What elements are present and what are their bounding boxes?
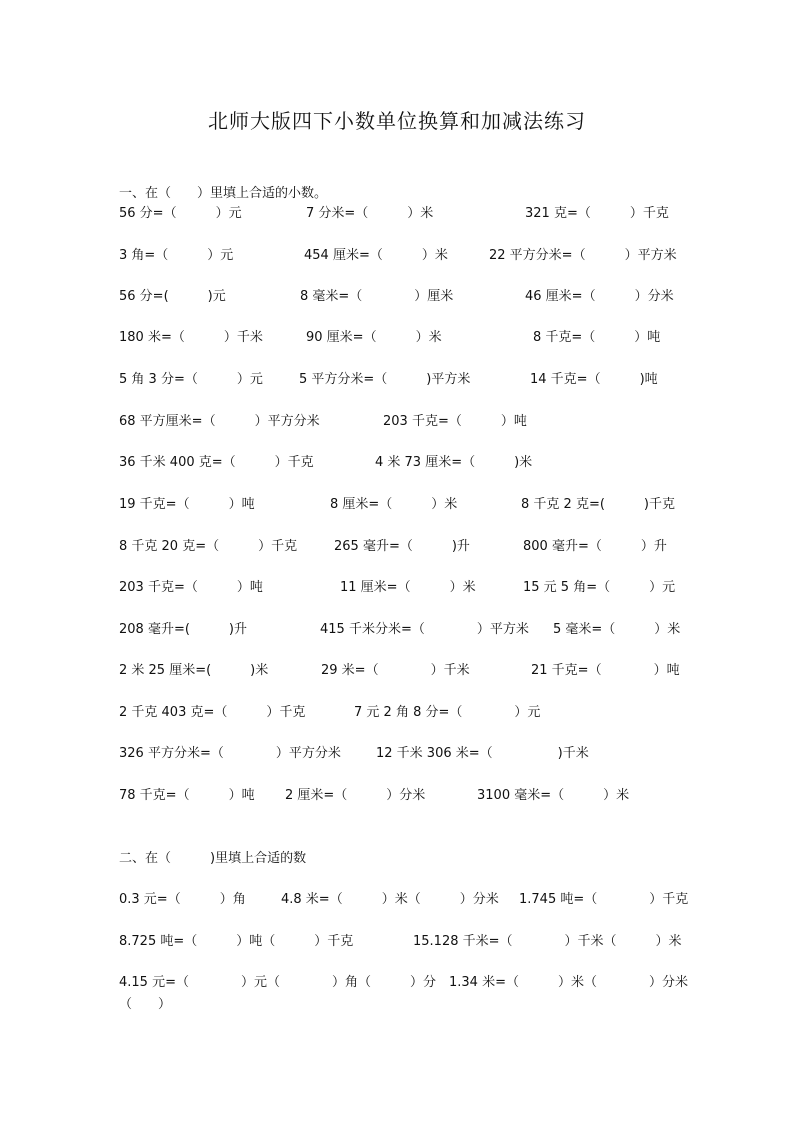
exercise-row bbox=[0, 659, 794, 679]
page-title: 北师大版四下小数单位换算和加减法练习 bbox=[208, 109, 586, 133]
exercise-item[interactable]: 3 角=（ ）元 bbox=[119, 248, 234, 263]
exercise-item[interactable]: 326 平方分米=（ ）平方分米 bbox=[119, 746, 341, 761]
exercise-row bbox=[0, 930, 794, 950]
exercise-item[interactable]: 22 平方分米=（ ）平方米 bbox=[489, 248, 677, 263]
exercise-item[interactable]: 2 千克 403 克=（ ）千克 bbox=[119, 705, 306, 720]
exercise-item[interactable]: 321 克=（ ）千克 bbox=[525, 206, 669, 221]
exercise-item[interactable]: 203 千克=（ ）吨 bbox=[119, 580, 263, 595]
exercise-row bbox=[0, 701, 794, 721]
exercise-row bbox=[0, 576, 794, 596]
exercise-item[interactable]: 56 分=（ ）元 bbox=[119, 206, 242, 221]
exercise-item[interactable]: 15.128 千米=（ ）千米（ ）米 bbox=[413, 934, 682, 949]
exercise-item[interactable]: 8 千克 20 克=（ ）千克 bbox=[119, 539, 298, 554]
exercise-item[interactable]: 11 厘米=（ ）米 bbox=[340, 580, 476, 595]
exercise-row bbox=[0, 971, 794, 991]
section-1-heading: 一、在（ ）里填上合适的小数。 bbox=[119, 186, 328, 201]
exercise-item[interactable]: 8 厘米=（ ）米 bbox=[330, 497, 458, 512]
exercise-item[interactable]: 29 米=（ ）千米 bbox=[321, 663, 470, 678]
exercise-row bbox=[0, 326, 794, 346]
exercise-item[interactable]: 8 毫米=（ ）厘米 bbox=[300, 289, 454, 304]
exercise-row bbox=[0, 493, 794, 513]
exercise-item[interactable]: 15 元 5 角=（ ）元 bbox=[523, 580, 676, 595]
exercise-item[interactable]: 12 千米 306 米=（ )千米 bbox=[376, 746, 589, 761]
exercise-item[interactable]: 415 千米分米=（ ）平方米 bbox=[320, 622, 529, 637]
exercise-item[interactable]: 21 千克=（ ）吨 bbox=[531, 663, 680, 678]
exercise-item[interactable]: 5 角 3 分=（ ）元 bbox=[119, 372, 263, 387]
exercise-item[interactable]: 68 平方厘米=（ ）平方分米 bbox=[119, 414, 320, 429]
exercise-item[interactable]: 4 米 73 厘米=（ )米 bbox=[375, 455, 533, 470]
exercise-row bbox=[0, 410, 794, 430]
exercise-item[interactable]: 265 毫升=（ )升 bbox=[334, 539, 470, 554]
exercise-row bbox=[0, 202, 794, 222]
exercise-item[interactable]: 56 分=( )元 bbox=[119, 289, 226, 304]
exercise-row bbox=[0, 742, 794, 762]
section-2-heading: 二、在（ )里填上合适的数 bbox=[119, 851, 307, 866]
exercise-row bbox=[0, 618, 794, 638]
exercise-item[interactable]: 46 厘米=（ ）分米 bbox=[525, 289, 674, 304]
exercise-item[interactable]: 36 千米 400 克=（ ）千克 bbox=[119, 455, 314, 470]
exercise-item[interactable]: 2 厘米=（ ）分米 bbox=[285, 788, 426, 803]
exercise-row-wrap bbox=[0, 993, 794, 1013]
exercise-row bbox=[0, 784, 794, 804]
exercise-item[interactable]: 180 米=（ ）千米 bbox=[119, 330, 263, 345]
exercise-item[interactable]: 8 千克 2 克=( )千克 bbox=[521, 497, 675, 512]
exercise-item[interactable]: 0.3 元=（ ）角 bbox=[119, 892, 246, 907]
exercise-item[interactable]: 5 平方分米=（ )平方米 bbox=[299, 372, 471, 387]
exercise-item[interactable]: 1.745 吨=（ ）千克 bbox=[519, 892, 689, 907]
exercise-item[interactable]: 4.15 元=（ ）元（ ）角（ ）分 bbox=[119, 975, 436, 990]
exercise-item[interactable]: 14 千克=（ )吨 bbox=[530, 372, 658, 387]
exercise-item[interactable]: 454 厘米=（ ）米 bbox=[304, 248, 448, 263]
answer-blank[interactable]: （ ） bbox=[119, 997, 172, 1012]
exercise-item[interactable]: 800 毫升=（ ）升 bbox=[523, 539, 667, 554]
exercise-item[interactable]: 7 元 2 角 8 分=（ ）元 bbox=[354, 705, 541, 720]
exercise-row bbox=[0, 888, 794, 908]
exercise-item[interactable]: 5 毫米=（ ）米 bbox=[553, 622, 681, 637]
exercise-item[interactable]: 4.8 米=（ ）米（ ）分米 bbox=[281, 892, 499, 907]
exercise-row bbox=[0, 535, 794, 555]
exercise-item[interactable]: 8.725 吨=（ ）吨（ ）千克 bbox=[119, 934, 354, 949]
exercise-item[interactable]: 8 千克=（ ）吨 bbox=[533, 330, 661, 345]
exercise-item[interactable]: 208 毫升=( )升 bbox=[119, 622, 247, 637]
exercise-item[interactable]: 7 分米=（ ）米 bbox=[306, 206, 434, 221]
exercise-item[interactable]: 2 米 25 厘米=( )米 bbox=[119, 663, 269, 678]
exercise-item[interactable]: 90 厘米=（ ）米 bbox=[306, 330, 442, 345]
exercise-row bbox=[0, 285, 794, 305]
exercise-row bbox=[0, 368, 794, 388]
exercise-item[interactable]: 78 千克=（ ）吨 bbox=[119, 788, 255, 803]
exercise-row bbox=[0, 451, 794, 471]
exercise-item[interactable]: 1.34 米=（ ）米（ ）分米 bbox=[449, 975, 688, 990]
exercise-item[interactable]: 3100 毫米=（ ）米 bbox=[477, 788, 630, 803]
exercise-item[interactable]: 203 千克=（ ）吨 bbox=[383, 414, 527, 429]
exercise-item[interactable]: 19 千克=（ ）吨 bbox=[119, 497, 255, 512]
exercise-row bbox=[0, 244, 794, 264]
